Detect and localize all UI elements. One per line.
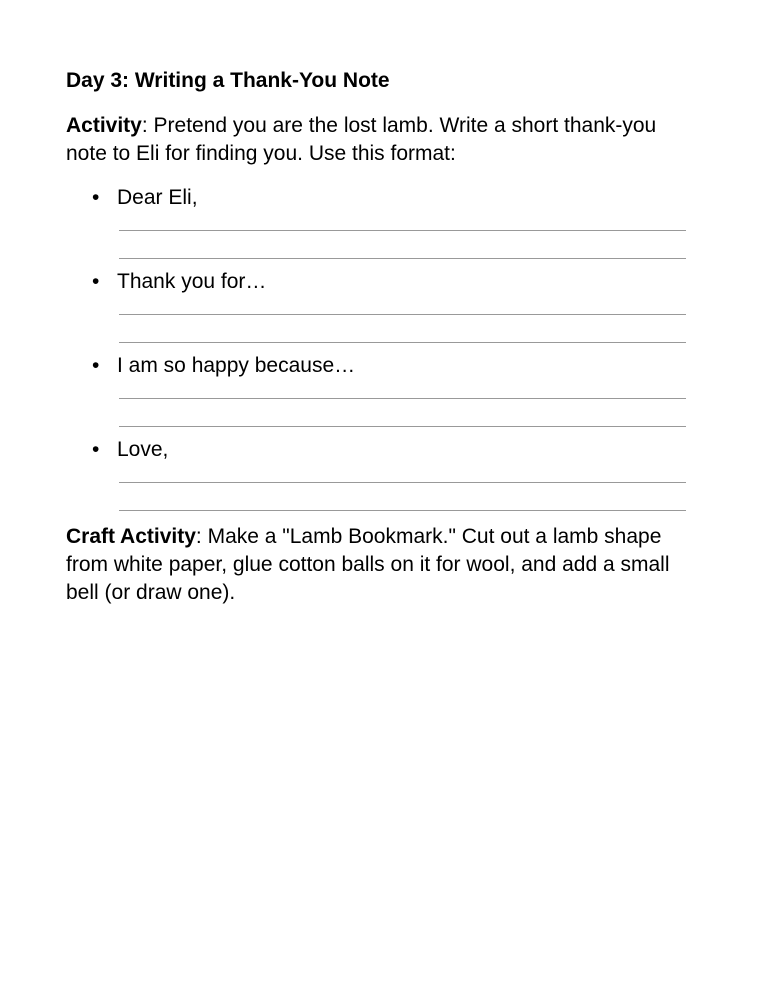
write-on-line xyxy=(119,492,686,511)
list-item-happy xyxy=(92,352,697,427)
list-item-love xyxy=(92,436,697,511)
write-on-line xyxy=(119,212,686,231)
activity-paragraph xyxy=(66,112,697,168)
list-item-thank-you xyxy=(92,268,697,343)
write-on-line xyxy=(119,296,686,315)
craft-paragraph xyxy=(66,523,697,607)
write-on-line xyxy=(119,240,686,259)
bullet-icon: • xyxy=(92,186,100,209)
bullet-icon: • xyxy=(92,438,100,461)
write-on-line xyxy=(119,324,686,343)
craft-text: : Make a "Lamb Bookmark." Cut out a lamb shape from white paper, glue cotton balls on it for wool, and add a small bell (or draw one). xyxy=(66,525,670,604)
list-item-dear xyxy=(92,184,697,259)
page-title: Day 3: Writing a Thank-You Note xyxy=(66,69,390,92)
activity-label: Activity xyxy=(66,114,142,137)
bullet-icon: • xyxy=(92,354,100,377)
list-item-label: Dear Eli, xyxy=(117,186,198,209)
list-item-label: Thank you for… xyxy=(117,270,267,293)
write-on-line xyxy=(119,464,686,483)
activity-text: : Pretend you are the lost lamb. Write a short thank-you note to Eli for finding you. Use this format: xyxy=(66,114,657,165)
bullet-icon: • xyxy=(92,270,100,293)
list-item-label: Love, xyxy=(117,438,169,461)
note-format-list xyxy=(66,184,697,511)
craft-label: Craft Activity xyxy=(66,525,196,548)
write-on-line xyxy=(119,380,686,399)
list-item-label: I am so happy because… xyxy=(117,354,356,377)
write-on-line xyxy=(119,408,686,427)
